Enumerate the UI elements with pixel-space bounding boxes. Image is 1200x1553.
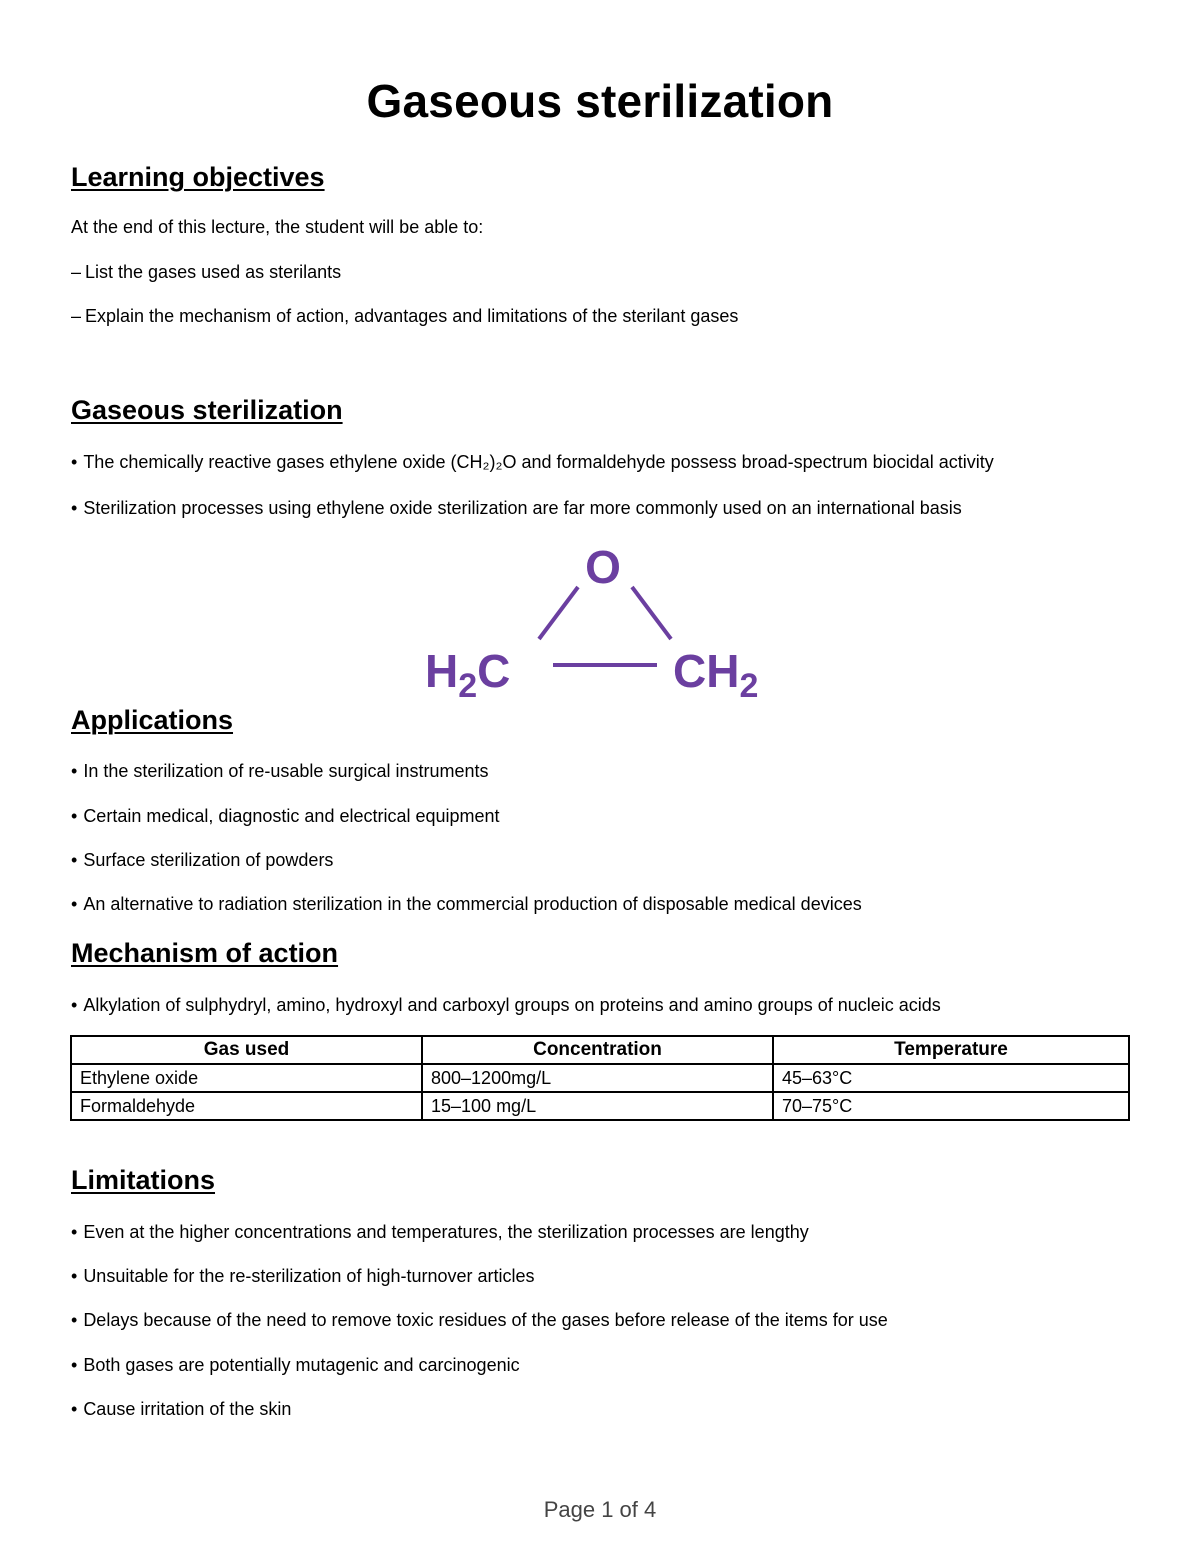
- table-cell: 15–100 mg/L: [422, 1092, 773, 1120]
- table-cell: 45–63°C: [773, 1064, 1129, 1092]
- table-cell: Ethylene oxide: [71, 1064, 422, 1092]
- bond-left: [539, 587, 578, 639]
- sterilant-gas-table: [70, 1035, 1130, 1121]
- bond-right: [632, 587, 671, 639]
- applications-item: • An alternative to radiation sterilization in the commercial production of disposable medical devices: [71, 894, 862, 915]
- limitations-heading: Limitations: [71, 1165, 216, 1195]
- column-header: Concentration: [422, 1036, 773, 1064]
- gaseous-sterilization-heading: Gaseous sterilization: [71, 395, 343, 425]
- mechanism-heading: Mechanism of action: [71, 938, 339, 968]
- learning-item: – List the gases used as sterilants: [71, 262, 341, 283]
- limitations-item: • Cause irritation of the skin: [71, 1399, 291, 1420]
- limitations-item: • Both gases are potentially mutagenic and carcinogenic: [71, 1355, 520, 1376]
- limitations-item: • Delays because of the need to remove toxic residues of the gases before release of the items for use: [71, 1310, 888, 1331]
- gaseous-item: • Sterilization processes using ethylene oxide sterilization are far more commonly used on an international basis: [71, 498, 962, 519]
- table-cell: Formaldehyde: [71, 1092, 422, 1120]
- document-title: Gaseous sterilization: [366, 75, 834, 127]
- learning-item: – Explain the mechanism of action, advantages and limitations of the sterilant gases: [71, 306, 738, 327]
- limitations-item: • Even at the higher concentrations and temperatures, the sterilization processes are lengthy: [71, 1222, 809, 1243]
- column-header: Temperature: [773, 1036, 1129, 1064]
- mechanism-item: • Alkylation of sulphydryl, amino, hydroxyl and carboxyl groups on proteins and amino groups of nucleic acids: [71, 995, 941, 1016]
- column-header: Gas used: [71, 1036, 422, 1064]
- applications-heading: Applications: [71, 705, 234, 735]
- gaseous-item: • The chemically reactive gases ethylene oxide (CH₂)₂O and formaldehyde possess broad-spectrum biocidal activity: [71, 452, 994, 473]
- applications-item: • Certain medical, diagnostic and electrical equipment: [71, 806, 500, 827]
- ethylene-oxide-structure: [415, 535, 795, 710]
- learning-objectives-heading: Learning objectives: [71, 162, 325, 192]
- limitations-item: • Unsuitable for the re-sterilization of high-turnover articles: [71, 1266, 535, 1287]
- left-ch2-label: $H_2C$: [425, 645, 511, 705]
- table-cell: 70–75°C: [773, 1092, 1129, 1120]
- table-row: [71, 1064, 1129, 1092]
- page-number: Page 1 of 4: [543, 1497, 657, 1522]
- table-cell: 800–1200mg/L: [422, 1064, 773, 1092]
- table-row: [71, 1092, 1129, 1120]
- applications-item: • In the sterilization of re-usable surgical instruments: [71, 761, 489, 782]
- applications-item: • Surface sterilization of powders: [71, 850, 333, 871]
- right-ch2-label: $CH_2$: [673, 645, 759, 705]
- table-header-row: [71, 1036, 1129, 1064]
- learning-intro: At the end of this lecture, the student will be able to:: [71, 217, 484, 237]
- oxygen-atom-label: O: [585, 541, 621, 593]
